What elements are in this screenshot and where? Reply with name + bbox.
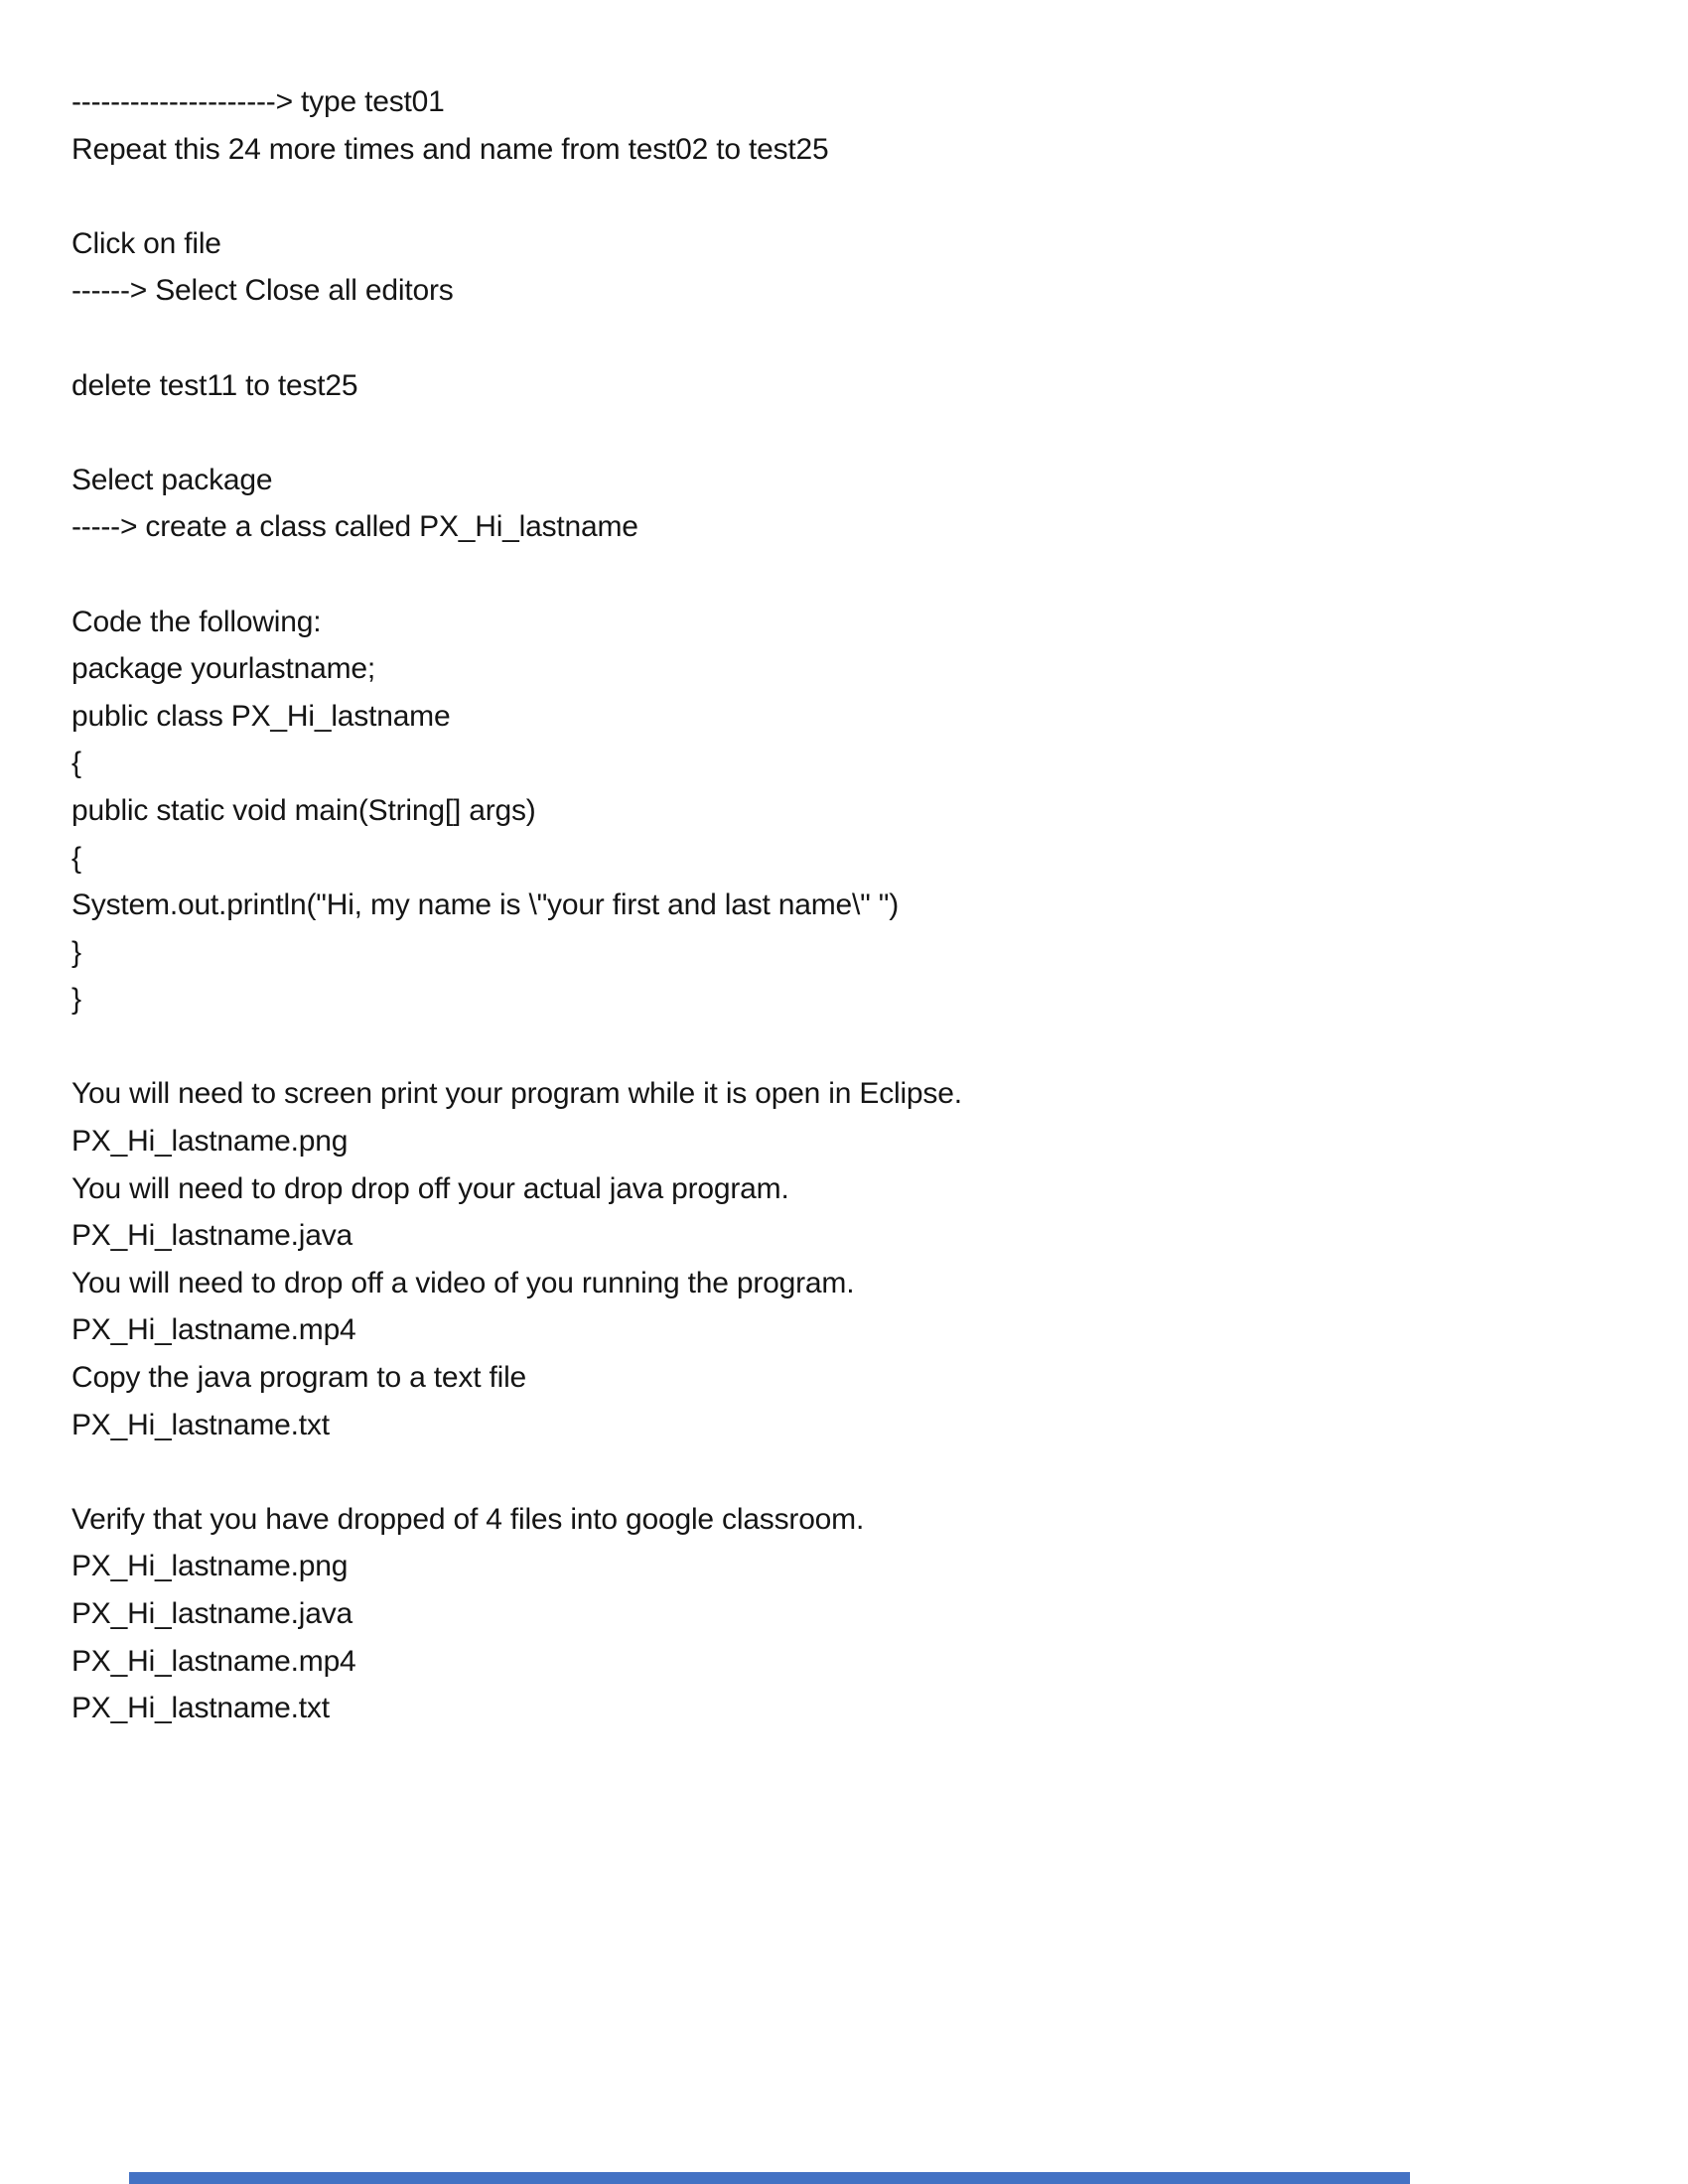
text-line: } — [71, 935, 81, 969]
text-line: Repeat this 24 more times and name from test02 to test25 — [71, 132, 829, 166]
text-line: System.out.println("Hi, my name is \"your first and last name\" ") — [71, 888, 899, 922]
blank-line — [71, 173, 1638, 220]
text-line: PX_Hi_lastname.mp4 — [71, 1313, 356, 1347]
blue-bottom-bar — [129, 2172, 1410, 2184]
text-line: ------> Select Close all editors — [71, 274, 454, 308]
text-line: delete test11 to test25 — [71, 368, 358, 402]
document-text-block — [71, 78, 1638, 1732]
text-line: ---------------------> type test01 — [71, 85, 445, 118]
text-line: } — [71, 983, 81, 1017]
text-line: PX_Hi_lastname.java — [71, 1219, 353, 1253]
text-line: { — [71, 747, 81, 780]
text-line: PX_Hi_lastname.png — [71, 1550, 349, 1583]
text-line: public class PX_Hi_lastname — [71, 699, 451, 733]
text-line: public static void main(String[] args) — [71, 793, 536, 827]
text-line: Code the following: — [71, 605, 322, 638]
blank-line — [71, 551, 1638, 599]
text-line: PX_Hi_lastname.txt — [71, 1692, 330, 1725]
blank-line — [71, 315, 1638, 362]
blank-line — [71, 409, 1638, 457]
text-line: package yourlastname; — [71, 652, 375, 686]
text-line: You will need to drop off a video of you running the program. — [71, 1266, 855, 1299]
text-line: PX_Hi_lastname.mp4 — [71, 1644, 356, 1678]
text-line: You will need to drop drop off your actual java program. — [71, 1171, 789, 1205]
text-line: Copy the java program to a text file — [71, 1361, 527, 1395]
blank-line — [71, 1024, 1638, 1071]
text-line: PX_Hi_lastname.java — [71, 1597, 353, 1630]
text-line: -----> create a class called PX_Hi_lastname — [71, 510, 638, 544]
blank-line — [71, 1448, 1638, 1496]
text-line: PX_Hi_lastname.png — [71, 1125, 349, 1159]
text-line: Click on file — [71, 226, 221, 260]
text-line: PX_Hi_lastname.txt — [71, 1408, 330, 1441]
text-line: You will need to screen print your program while it is open in Eclipse. — [71, 1077, 962, 1111]
text-line: Select package — [71, 463, 273, 496]
text-line: { — [71, 841, 81, 875]
text-line: Verify that you have dropped of 4 files into google classroom. — [71, 1502, 865, 1536]
